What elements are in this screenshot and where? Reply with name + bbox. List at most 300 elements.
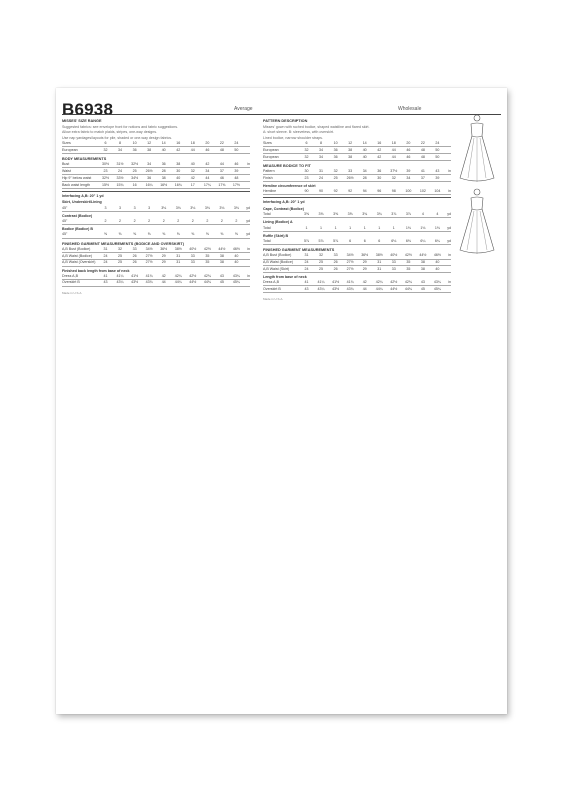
row-value: 33½ (116, 175, 124, 180)
row-value: 43¾ (346, 287, 354, 292)
row-value: 1 (378, 225, 381, 230)
row-value: 6¼ (434, 238, 440, 243)
row-value: 46 (234, 162, 239, 167)
row-value: 31 (319, 168, 324, 173)
size-row (62, 140, 250, 147)
row-value: 39 (435, 175, 440, 180)
row-label: Total (263, 212, 271, 217)
row-value: 5⅞ (318, 238, 324, 243)
row-value: 43½ (131, 280, 139, 285)
row-values (100, 247, 242, 252)
row-label: Overskirt B (62, 280, 80, 285)
row-label: Pattern (263, 168, 275, 173)
row-value: 42½ (390, 280, 398, 285)
row-value: 31 (103, 246, 108, 251)
row-value: 43 (435, 168, 440, 173)
row-value: 36½ (361, 253, 369, 258)
row-value: 48 (420, 147, 425, 152)
measurement-row (263, 189, 451, 196)
row-values (301, 141, 443, 146)
row-value: 41½ (131, 273, 139, 278)
row-value: 44½ (419, 253, 427, 258)
row-value: 43¼ (116, 280, 124, 285)
row-value: 43¼ (232, 273, 240, 278)
row-values (100, 176, 242, 181)
row-value: 46½ (433, 253, 441, 258)
row-value: 27½ (346, 266, 354, 271)
row-label: A,B Waist (Skirt) (263, 266, 290, 271)
row-label: European (62, 147, 78, 152)
row-label: Total (263, 238, 271, 243)
section-title: MEASURE BODICE TO FIT (263, 163, 311, 168)
row-value: 38½ (375, 253, 383, 258)
row-value: 92 (333, 189, 338, 194)
row-value: 35 (406, 266, 411, 271)
row-value: 40 (362, 154, 367, 159)
finished-row (263, 253, 451, 260)
row-value: 44 (161, 280, 166, 285)
row-value: 3⅛ (175, 205, 181, 210)
row-value: 1⅛ (434, 225, 440, 230)
row-value: 33 (391, 260, 396, 265)
row-label: A,B Waist (Bodice) (263, 260, 294, 265)
yardage-row (263, 212, 451, 219)
row-value: 3 (148, 205, 151, 210)
row-value: 32 (333, 168, 338, 173)
row-value: 3⅛ (233, 205, 239, 210)
row-value: 6 (378, 238, 381, 243)
row-value: 38 (219, 253, 224, 258)
row-value: 17 (190, 182, 195, 187)
row-value: 42 (205, 162, 210, 167)
row-values (100, 162, 242, 167)
row-value: 15½ (102, 182, 109, 187)
row-value: 3⅛ (190, 205, 196, 210)
intro-text: Misses' gown with ruched bodice, shaped waistline and flared skirt. (263, 124, 370, 129)
row-label: Finish (263, 175, 273, 180)
row-value: 32 (391, 175, 396, 180)
row-value: 26 (333, 266, 338, 271)
row-label: Hemline (263, 189, 277, 194)
row-unit: in (448, 253, 451, 258)
row-value: 43¼ (433, 280, 441, 285)
subsection-title: Interfacing A,B: 20" 1 yd (62, 193, 104, 198)
row-value: 32 (304, 154, 309, 159)
row-value: 6 (104, 140, 107, 145)
row-value: 40 (435, 266, 440, 271)
row-value: 33 (190, 253, 195, 258)
row-value: 29 (161, 260, 166, 265)
row-value: 43¼ (317, 287, 325, 292)
section-rule (263, 197, 451, 198)
row-values (100, 148, 242, 153)
row-value: 44¼ (375, 287, 383, 292)
row-value: 32 (103, 147, 108, 152)
row-unit: yd (447, 212, 451, 217)
group-title: Ruffle (Skirt) B (263, 233, 289, 238)
section-rule (62, 191, 250, 192)
row-values (100, 169, 242, 174)
row-values (301, 267, 443, 272)
group-title: Cape, Contrast (Bodice) (263, 206, 304, 211)
row-label: Waist (62, 168, 71, 173)
row-value: 34 (362, 168, 367, 173)
row-value: 25 (118, 253, 123, 258)
measurement-row (263, 175, 451, 182)
row-value: 1 (334, 225, 337, 230)
row-value: 29 (362, 260, 367, 265)
row-value: 3 (104, 205, 107, 210)
gown-a-sketch (460, 115, 494, 182)
length-row (62, 280, 250, 287)
row-value: 50 (435, 154, 440, 159)
row-values (301, 176, 443, 181)
row-value: 33 (391, 266, 396, 271)
row-value: 41 (420, 168, 425, 173)
section-title: FINISHED GARMENT MEASUREMENTS (BODICE AND OVERSKIRT) (62, 241, 184, 246)
row-value: 44¾ (203, 280, 211, 285)
measurement-row (62, 168, 250, 175)
row-value: 36 (147, 175, 152, 180)
header-rule (62, 114, 501, 115)
row-value: 26½ (145, 168, 153, 173)
row-value: 26½ (346, 175, 354, 180)
row-value: 40 (190, 162, 195, 167)
row-value: 24 (435, 140, 440, 145)
row-value: 34 (118, 147, 123, 152)
row-unit: yd (246, 218, 250, 223)
row-value: 96 (377, 189, 382, 194)
row-value: 3¾ (376, 212, 382, 217)
row-value: 39 (234, 168, 239, 173)
row-value: 104 (434, 189, 441, 194)
row-value: 17⅜ (218, 182, 226, 187)
european-row (263, 147, 451, 154)
section-title: FINISHED GARMENT MEASUREMENTS (263, 248, 335, 253)
row-value: 1 (349, 225, 352, 230)
row-value: 48 (234, 175, 239, 180)
row-value: 42¾ (404, 280, 412, 285)
row-label: European (263, 147, 279, 152)
row-value: 2 (177, 218, 180, 223)
row-value: 42 (377, 154, 382, 159)
finished-row (62, 246, 250, 253)
footer-note: Made in U.S.A. (263, 297, 284, 302)
left-column (62, 116, 250, 295)
row-value: 23 (304, 175, 309, 180)
length-row (263, 286, 451, 293)
intro-text: Use nap yardages/layouts for pile, shaded or one-way design fabrics. (62, 135, 173, 140)
subsection-title: Length from base of neck (263, 275, 307, 280)
row-value: 28 (161, 168, 166, 173)
row-unit: in (247, 246, 250, 251)
row-value: 45¼ (232, 280, 240, 285)
row-unit: in (247, 273, 250, 278)
row-label: A,B Bust (Bodice) (62, 246, 91, 251)
row-value: 32½ (102, 175, 109, 180)
row-value: 2 (162, 218, 165, 223)
row-value: 35 (205, 260, 210, 265)
row-value: 44 (190, 147, 195, 152)
row-value: 17½ (232, 182, 240, 187)
row-label: Bust (62, 162, 70, 167)
row-value: 34½ (346, 253, 354, 258)
row-value: 38 (161, 175, 166, 180)
section-title: PATTERN DESCRIPTION (263, 119, 308, 123)
row-value: 46 (406, 147, 411, 152)
row-value: 1 (392, 225, 395, 230)
row-value: 2 (191, 218, 194, 223)
row-values (301, 260, 443, 265)
row-value: 44¾ (404, 287, 412, 292)
row-value: 44 (362, 287, 367, 292)
row-value: 16¾ (174, 182, 182, 187)
row-value: 3 (133, 205, 136, 210)
finished-row (263, 266, 451, 273)
row-value: 34 (319, 154, 324, 159)
row-value: 1⅛ (420, 225, 426, 230)
row-value: 32 (190, 168, 195, 173)
row-value: 37½ (390, 168, 398, 173)
row-label: A,B Waist (Bodice) (62, 253, 93, 258)
row-value: 36 (161, 162, 166, 167)
row-value: 40 (161, 147, 166, 152)
row-value: 12 (348, 140, 353, 145)
row-values (301, 239, 443, 244)
row-value: 44 (391, 147, 396, 152)
row-value: 90 (304, 189, 309, 194)
row-label: 45" (62, 205, 68, 210)
row-value: 45¼ (433, 287, 441, 292)
row-value: 42½ (189, 273, 197, 278)
row-value: 18 (190, 140, 195, 145)
row-value: 12 (147, 140, 152, 145)
row-label: Sizes (263, 140, 272, 145)
row-value: 34½ (131, 175, 139, 180)
european-row (263, 154, 451, 161)
row-value: 44½ (218, 246, 226, 251)
row-value: 14 (161, 140, 166, 145)
group-title: Skirt, Underskirt/Lining (62, 200, 102, 205)
row-value: 31½ (116, 162, 124, 167)
row-value: 30 (377, 175, 382, 180)
row-values (301, 253, 443, 258)
row-values (301, 189, 443, 194)
row-value: 1 (320, 225, 323, 230)
row-value: 38 (176, 162, 181, 167)
row-value: 3⅛ (204, 205, 210, 210)
row-values (100, 232, 242, 237)
row-value: 44½ (390, 287, 398, 292)
row-values (100, 254, 242, 259)
row-value: 42 (161, 273, 166, 278)
measurement-row (62, 182, 250, 189)
row-value: 42 (362, 280, 367, 285)
row-value: 2 (206, 218, 209, 223)
row-value: 40 (435, 260, 440, 265)
row-value: 30 (176, 168, 181, 173)
gown-b-sketch (460, 189, 494, 254)
row-value: 46 (406, 154, 411, 159)
row-value: 6⅛ (391, 238, 397, 243)
row-value: 38 (420, 266, 425, 271)
row-value: 48 (420, 154, 425, 159)
measurement-row (263, 168, 451, 175)
row-value: 34 (406, 175, 411, 180)
row-value: 34 (147, 162, 152, 167)
row-value: 20 (205, 140, 210, 145)
row-value: 14 (362, 140, 367, 145)
row-value: 41 (304, 280, 309, 285)
row-value: 16¼ (145, 182, 153, 187)
row-unit: in (448, 189, 451, 194)
measurement-row (62, 175, 250, 182)
row-value: 1⅛ (405, 225, 411, 230)
row-values (100, 183, 242, 188)
row-value: 8 (119, 140, 122, 145)
row-value: 41½ (332, 280, 340, 285)
row-values (100, 280, 242, 285)
row-value: 44¼ (174, 280, 182, 285)
row-values (100, 260, 242, 265)
row-value: 3⅛ (219, 205, 225, 210)
row-value: 2 (104, 218, 107, 223)
right-column (263, 116, 451, 302)
finished-row (263, 260, 451, 267)
row-value: 40 (234, 260, 239, 265)
row-value: 50 (435, 147, 440, 152)
row-value: 32 (319, 253, 324, 258)
yardage-row (263, 225, 451, 232)
row-value: 44½ (189, 280, 197, 285)
row-value: 25 (132, 168, 137, 173)
row-value: ⅝ (104, 232, 107, 237)
row-value: 20 (406, 140, 411, 145)
row-label: Total (263, 225, 271, 230)
row-value: 43 (304, 287, 309, 292)
row-value: 39 (406, 168, 411, 173)
row-value: 32 (118, 246, 123, 251)
row-value: 42¾ (203, 273, 211, 278)
row-values (301, 287, 443, 292)
row-value: 16 (176, 140, 181, 145)
row-value: 26 (333, 260, 338, 265)
row-value: 92 (348, 189, 353, 194)
garment-sketches (452, 108, 502, 258)
row-value: 43½ (332, 287, 340, 292)
row-value: 42½ (203, 246, 211, 251)
row-value: 26 (132, 253, 137, 258)
row-value: 37 (420, 175, 425, 180)
row-value: 34½ (145, 246, 153, 251)
row-value: 43¾ (145, 280, 153, 285)
row-value: ⅝ (191, 232, 195, 237)
row-value: 38 (147, 147, 152, 152)
row-values (301, 155, 443, 160)
row-value: 5⅞ (304, 238, 309, 243)
subsection-title: Interfacing A,B: 20" 1 yd (263, 200, 305, 205)
row-value: 50 (234, 147, 239, 152)
row-value: 24 (304, 266, 309, 271)
row-value: 38 (219, 260, 224, 265)
pattern-back-sheet (56, 88, 507, 714)
row-value: 24 (103, 253, 108, 258)
intro-text: Suggested fabrics: see envelope front for notions and fabric suggestions. (62, 124, 179, 129)
row-value: 30 (304, 168, 309, 173)
row-value: ⅝ (133, 232, 137, 237)
row-value: 35 (406, 260, 411, 265)
row-value: 25 (319, 266, 324, 271)
row-value: 2 (133, 218, 136, 223)
row-value: 44 (391, 154, 396, 159)
row-value: 43 (420, 280, 425, 285)
row-value: 98 (391, 189, 396, 194)
row-value: 41¼ (116, 273, 124, 278)
row-value: 24 (103, 260, 108, 265)
row-label: Back waist length (62, 182, 90, 187)
measurement-row (62, 162, 250, 169)
row-value: 16½ (160, 182, 168, 187)
row-value: 33 (132, 246, 137, 251)
row-label: A,B Waist (Overskirt) (62, 260, 96, 265)
yardage-row (263, 238, 451, 245)
row-value: 33 (333, 253, 338, 258)
row-value: 38 (420, 260, 425, 265)
row-value: 27½ (145, 253, 153, 258)
row-value: 38 (348, 147, 353, 152)
subsection-title: Hemline circumference of skirt (263, 183, 316, 188)
row-value: 31 (377, 266, 382, 271)
row-value: 22 (420, 140, 425, 145)
yardage-row (62, 218, 250, 225)
row-value: 16 (132, 182, 137, 187)
row-value: 3⅝ (333, 212, 339, 217)
row-value: 40 (176, 175, 181, 180)
row-value: 36 (333, 154, 338, 159)
row-value: 42 (176, 147, 181, 152)
row-value: 42 (377, 147, 382, 152)
row-values (301, 280, 443, 285)
pattern-code: B6938 (62, 100, 114, 119)
row-value: 38½ (174, 246, 182, 251)
row-value: 1 (363, 225, 366, 230)
row-value: 46 (219, 175, 224, 180)
row-value: 25 (333, 175, 338, 180)
row-values (301, 148, 443, 153)
row-value: 3⅝ (304, 212, 309, 217)
row-value: 41¾ (346, 280, 354, 285)
row-value: 34 (205, 168, 210, 173)
row-label: Dress A,B (62, 273, 78, 278)
row-value: 46 (205, 147, 210, 152)
row-value: 18 (391, 140, 396, 145)
group-title: Bodice (Bodice) B (62, 227, 93, 232)
finished-row (62, 260, 250, 267)
row-unit: yd (246, 232, 250, 237)
row-value: 6¼ (420, 238, 426, 243)
row-value: 23 (103, 168, 108, 173)
row-value: 41 (103, 273, 108, 278)
row-unit: in (448, 168, 451, 173)
row-value: 6⅛ (405, 238, 411, 243)
row-value: 10 (333, 140, 338, 145)
row-label: 45" (62, 218, 68, 223)
row-value: 10 (132, 140, 137, 145)
row-label: Overskirt B (263, 287, 281, 292)
row-unit: in (247, 162, 250, 167)
row-value: ⅝ (220, 232, 224, 237)
row-unit: in (448, 280, 451, 285)
